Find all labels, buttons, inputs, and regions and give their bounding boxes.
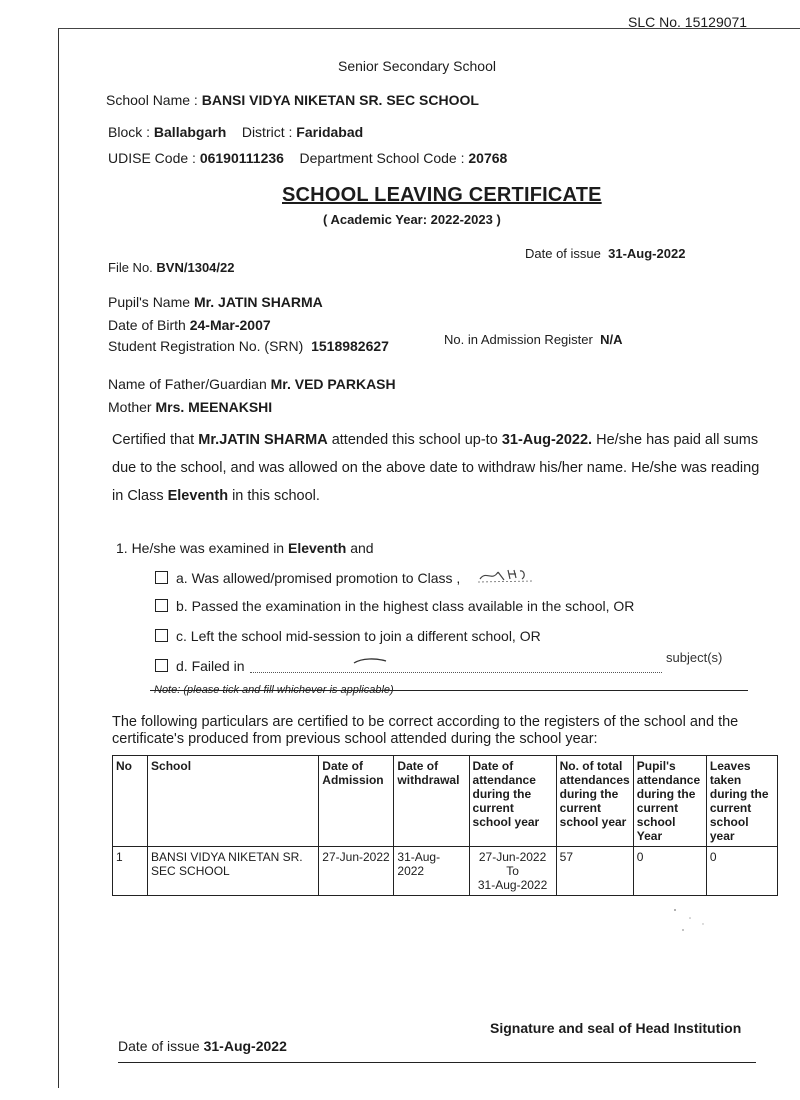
option-d (155, 658, 244, 674)
dob-value: 24-Mar-2007 (189, 317, 271, 333)
para-pupil-name: Mr.JATIN SHARMA (198, 432, 328, 448)
cell-leaves: 0 (706, 847, 777, 896)
exam-and: and (346, 540, 374, 556)
school-name: BANSI VIDYA NIKETAN SR. SEC SCHOOL (201, 92, 479, 108)
handwritten-class-scribble (476, 564, 536, 586)
para-text-4: in this school. (228, 488, 320, 504)
dob-line (108, 317, 271, 333)
paper-specks (655, 900, 715, 940)
admission-value: N/A (600, 332, 623, 347)
cell-pupil: 0 (633, 847, 706, 896)
option-a-label: a. Was allowed/promised promotion to Class , (176, 570, 461, 586)
cell-no: 1 (113, 847, 148, 896)
pupil-name-line (108, 294, 323, 310)
file-no-value: BVN/1304/22 (156, 260, 235, 275)
note-divider (150, 690, 748, 691)
school-name-label: School Name : (106, 92, 198, 108)
block-value: Ballabgarh (153, 124, 227, 140)
note-text: Note: (please tick and fill whichever is applicable) (154, 684, 394, 696)
para-date: 31-Aug-2022. (501, 432, 593, 448)
district-label: District : (241, 124, 293, 140)
file-no-line (108, 260, 234, 275)
dept-code-label: Department School Code : (299, 150, 465, 166)
header-no: No (113, 756, 148, 847)
district-value: Faridabad (296, 124, 364, 140)
cell-school: BANSI VIDYA NIKETAN SR. SEC SCHOOL (148, 847, 319, 896)
footer-issue-label: Date of issue (118, 1038, 200, 1054)
table-header-row (113, 756, 778, 847)
header-total: No. of total attendances during the current school year (556, 756, 633, 847)
cell-attendance-to: 31-Aug-2022 (477, 878, 548, 892)
cell-attendance-to-word: To (506, 864, 519, 878)
mother-name: Mrs. MEENAKSHI (155, 399, 273, 415)
mother-line (108, 399, 272, 415)
cell-attendance (469, 847, 556, 896)
table-row (113, 847, 778, 896)
issue-date-value: 31-Aug-2022 (608, 246, 686, 261)
header-school: School (148, 756, 319, 847)
para-text-2: attended this school up-to (327, 432, 502, 448)
certificate-title: SCHOOL LEAVING CERTIFICATE (282, 184, 602, 206)
srn-value: 1518982627 (311, 338, 389, 354)
header-withdrawal: Date of withdrawal (394, 756, 469, 847)
failed-subjects-blank[interactable] (250, 672, 662, 673)
academic-year: ( Academic Year: 2022-2023 ) (323, 212, 501, 227)
issue-date-label: Date of issue (525, 246, 601, 261)
school-type: Senior Secondary School (338, 58, 496, 74)
udise-line (108, 150, 507, 166)
file-no-label: File No. (108, 260, 153, 275)
issue-date-line (525, 246, 685, 261)
header-admission: Date of Admission (319, 756, 394, 847)
option-b-label: b. Passed the examination in the highest class available in the school, OR (176, 598, 635, 614)
father-label: Name of Father/Guardian (108, 376, 267, 392)
certification-paragraph (112, 426, 762, 510)
option-c-checkbox[interactable] (155, 629, 168, 642)
header-pupil: Pupil's attendance during the current school Year (633, 756, 706, 847)
mother-label: Mother (108, 399, 152, 415)
pupil-name: Mr. JATIN SHARMA (193, 294, 323, 310)
cell-total: 57 (556, 847, 633, 896)
cell-admission: 27-Jun-2022 (319, 847, 394, 896)
option-c-label: c. Left the school mid-session to join a different school, OR (176, 628, 541, 644)
footer-divider (118, 1062, 756, 1063)
subjects-label: subject(s) (666, 650, 723, 665)
footer-issue-date: 31-Aug-2022 (203, 1038, 287, 1054)
option-b (155, 598, 634, 614)
cell-attendance-from: 27-Jun-2022 (478, 850, 547, 864)
option-d-label: d. Failed in (176, 658, 245, 674)
option-b-checkbox[interactable] (155, 599, 168, 612)
page-border-left (58, 28, 59, 1088)
header-attendance: Date of attendance during the current school year (469, 756, 556, 847)
pupil-name-label: Pupil's Name (108, 294, 191, 310)
particulars-text: The following particulars are certified to be correct according to the registers of the school and the certificate's produced from previous school attended during the school year: (112, 714, 739, 747)
school-name-line (106, 92, 479, 108)
dept-code-value: 20768 (468, 150, 508, 166)
para-text-1: Certified that (112, 432, 199, 448)
udise-value: 06190111236 (199, 150, 284, 166)
father-name: Mr. VED PARKASH (270, 376, 396, 392)
header-leaves: Leaves taken during the current school year (706, 756, 777, 847)
option-a (155, 570, 460, 586)
exam-line (116, 540, 374, 556)
block-label: Block : (108, 124, 151, 140)
admission-label: No. in Admission Register (444, 332, 593, 347)
exam-intro: 1. He/she was examined in (116, 540, 288, 556)
srn-label: Student Registration No. (SRN) (108, 338, 304, 354)
admission-line (444, 332, 622, 347)
para-text-3: He/she has paid all sums due to the school, and was allowed on the above date to withdraw his/her name. He/she was reading in Class (112, 432, 760, 504)
handwritten-dash-mark (352, 655, 388, 667)
udise-label: UDISE Code : (108, 150, 196, 166)
attendance-table-wrap (112, 755, 778, 896)
option-a-checkbox[interactable] (155, 571, 168, 584)
father-line (108, 376, 396, 392)
block-district-line (108, 124, 363, 140)
option-d-checkbox[interactable] (155, 659, 168, 672)
option-c (155, 628, 541, 644)
slc-number: SLC No. 15129071 (628, 14, 748, 30)
dob-label: Date of Birth (108, 317, 186, 333)
signature-label: Signature and seal of Head Institution (490, 1020, 742, 1036)
exam-class: Eleventh (287, 540, 347, 556)
footer-issue-line (118, 1038, 287, 1054)
para-class: Eleventh (167, 488, 229, 504)
attendance-table (112, 755, 778, 896)
srn-line (108, 338, 389, 354)
cell-withdrawal: 31-Aug-2022 (394, 847, 469, 896)
